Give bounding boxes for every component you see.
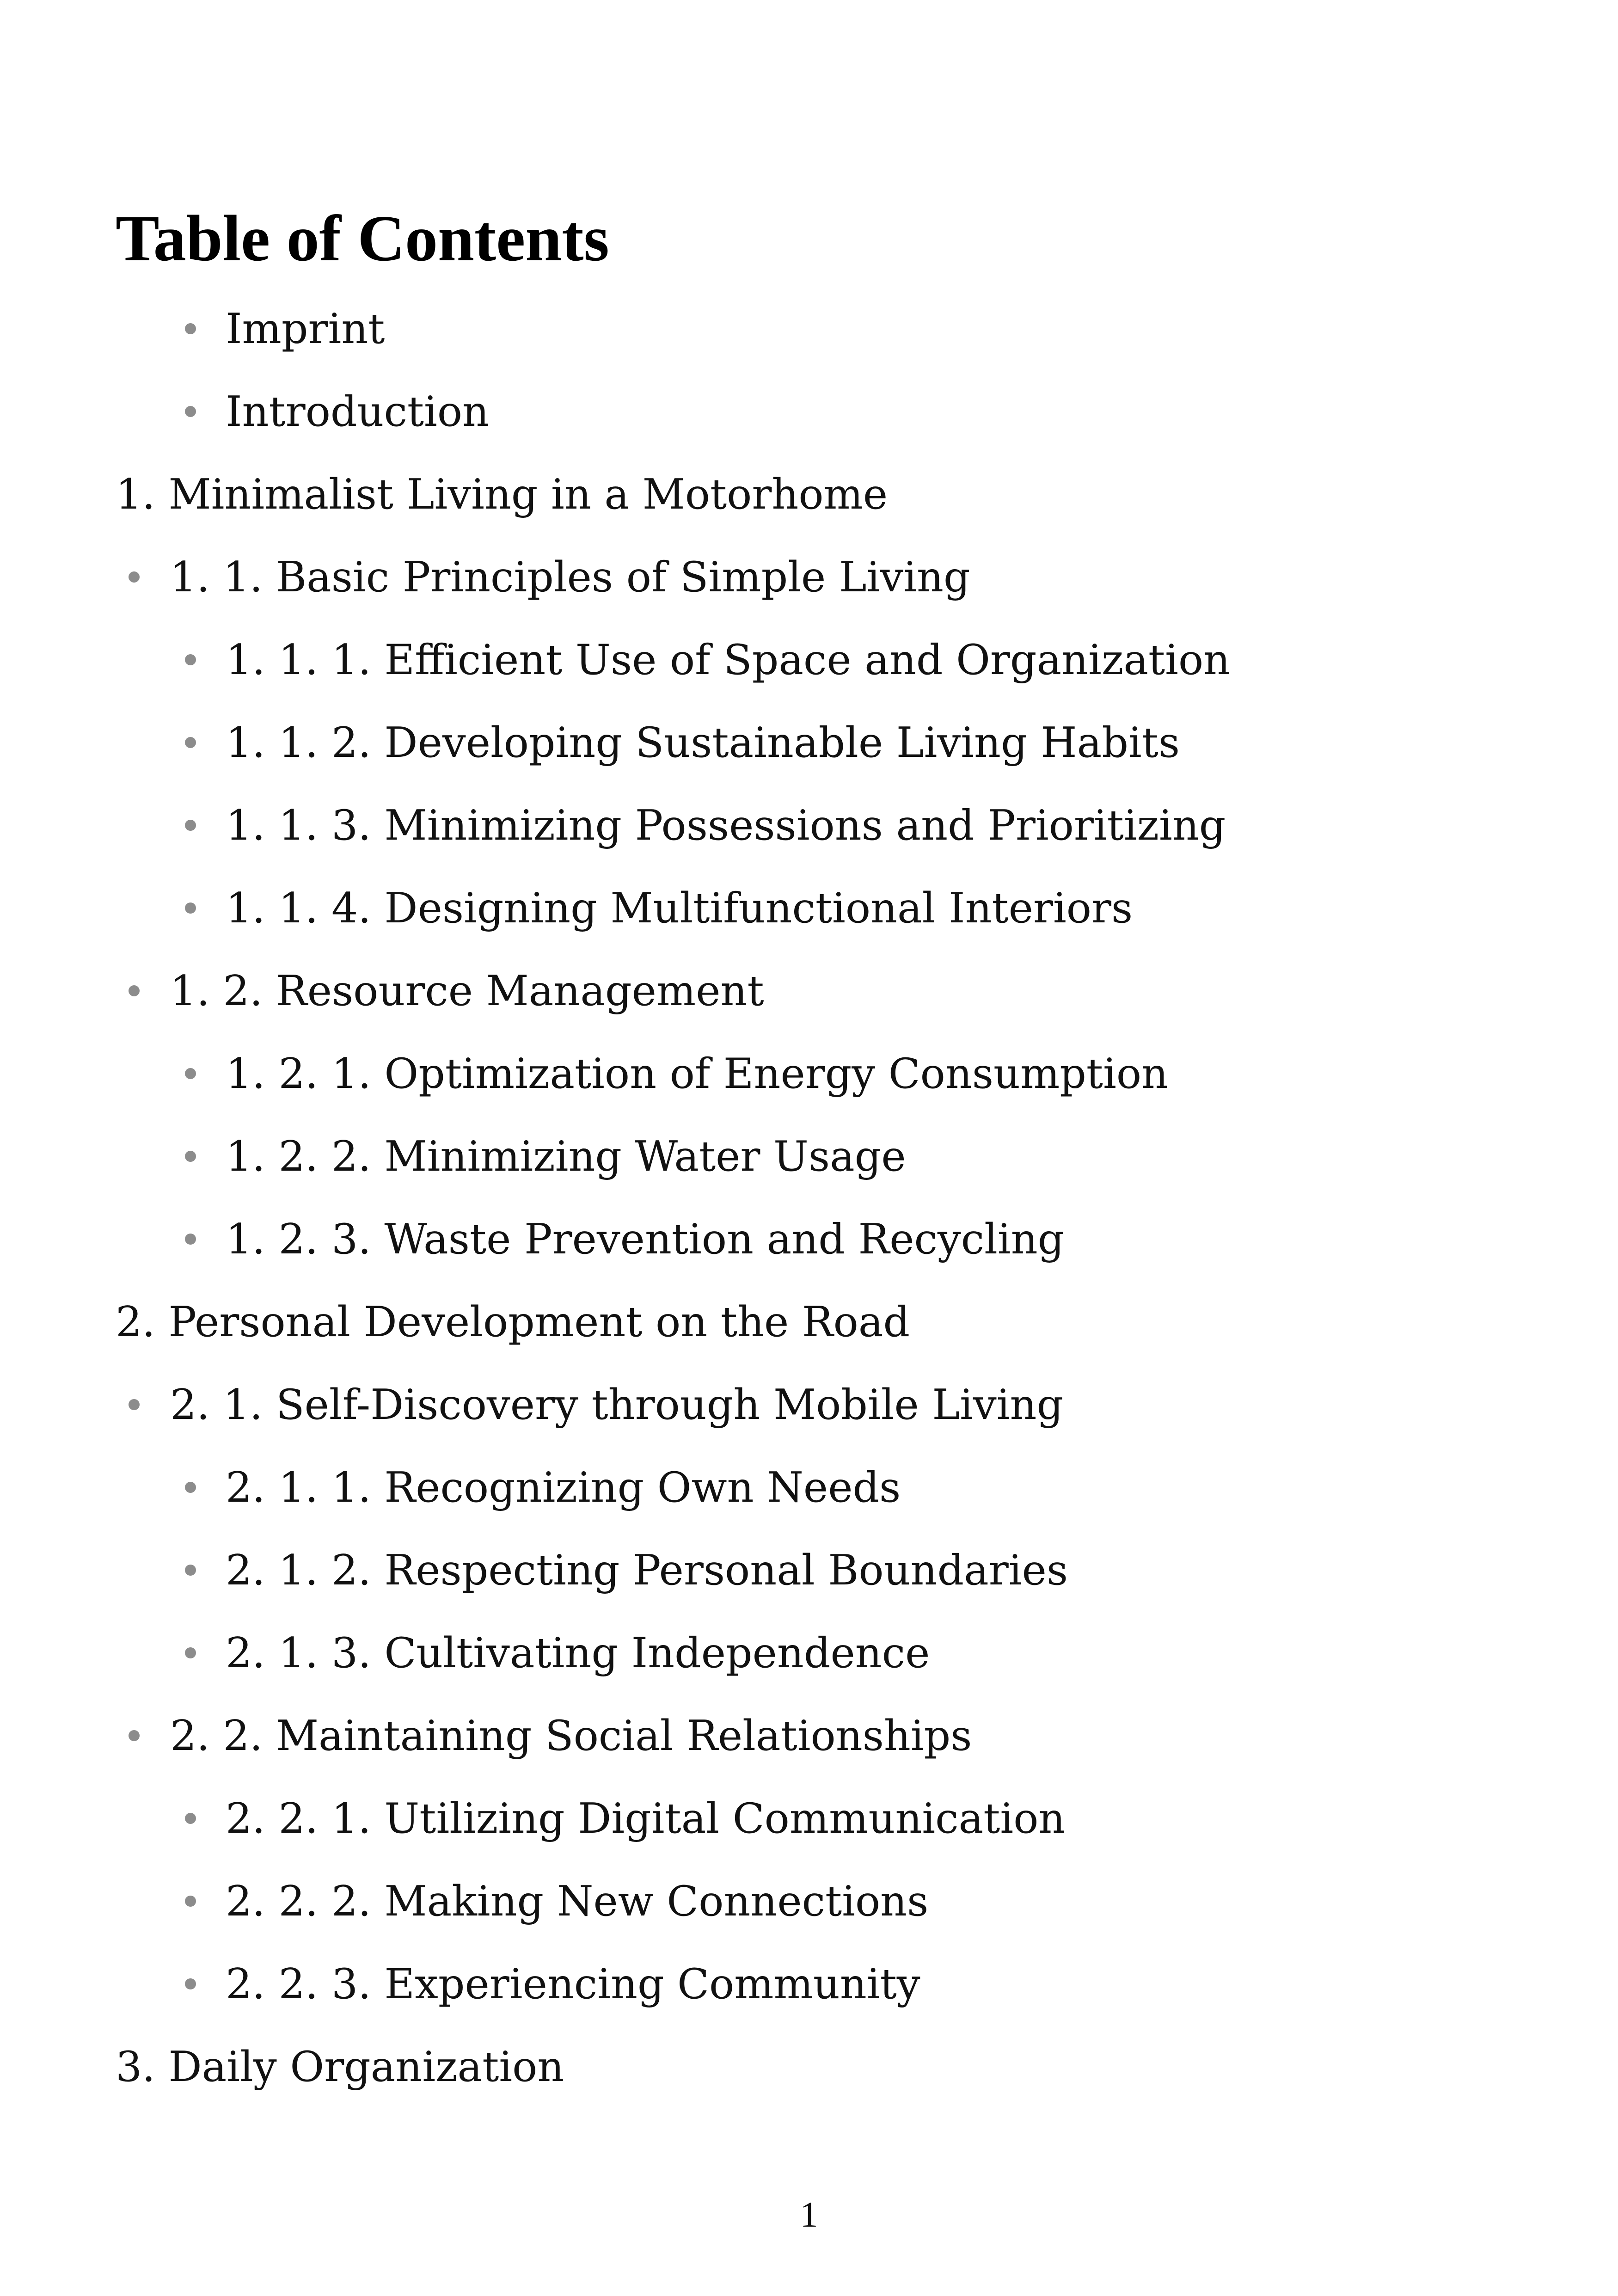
page-number: 1 — [800, 2194, 818, 2235]
bullet-icon — [185, 654, 196, 665]
toc-entry — [0, 1615, 1618, 1698]
toc-chapter-link[interactable]: 1. Minimalist Living in a Motorhome — [116, 470, 888, 519]
toc-entry — [0, 1284, 1618, 1367]
toc-entry — [0, 1450, 1618, 1533]
bullet-icon — [185, 1234, 196, 1245]
bullet-icon — [185, 1565, 196, 1576]
toc-section-link[interactable]: 1. 1. Basic Principles of Simple Living — [170, 553, 970, 602]
bullet-icon — [185, 820, 196, 831]
toc-subsection-link[interactable]: 1. 1. 1. Efficient Use of Space and Organization — [226, 636, 1231, 684]
toc-subsection-link[interactable]: 2. 2. 2. Making New Connections — [226, 1877, 929, 1926]
bullet-icon — [185, 1482, 196, 1493]
toc-subsection-link[interactable]: 1. 1. 3. Minimizing Possessions and Prioritizing — [226, 801, 1226, 850]
toc-entry — [0, 1036, 1618, 1119]
toc-subsection-link[interactable]: 2. 1. 2. Respecting Personal Boundaries — [226, 1546, 1068, 1595]
toc-section-link[interactable]: 2. 1. Self-Discovery through Mobile Living — [170, 1381, 1064, 1429]
toc-entry — [0, 871, 1618, 953]
bullet-icon — [185, 1978, 196, 1989]
toc-subsection-link[interactable]: Imprint — [226, 305, 385, 353]
toc-entry — [0, 1119, 1618, 1202]
toc-subsection-link[interactable]: 1. 1. 2. Developing Sustainable Living Habits — [226, 718, 1180, 767]
toc-entry — [0, 2029, 1618, 2112]
toc-subsection-link[interactable]: 1. 2. 2. Minimizing Water Usage — [226, 1132, 906, 1181]
bullet-icon — [129, 1730, 140, 1741]
toc-entry — [0, 1533, 1618, 1615]
toc-chapter-link[interactable]: 2. Personal Development on the Road — [116, 1298, 910, 1346]
bullet-icon — [185, 323, 196, 334]
toc-entry — [0, 953, 1618, 1036]
toc-entry — [0, 291, 1618, 374]
toc-chapter-link[interactable]: 3. Daily Organization — [116, 2043, 564, 2091]
toc-entry — [0, 1202, 1618, 1284]
bullet-icon — [129, 571, 140, 583]
toc-subsection-link[interactable]: 1. 1. 4. Designing Multifunctional Interiors — [226, 884, 1133, 933]
toc-entry — [0, 705, 1618, 788]
toc-subsection-link[interactable]: 2. 1. 3. Cultivating Independence — [226, 1629, 930, 1677]
toc-entry — [0, 1864, 1618, 1946]
bullet-icon — [129, 1399, 140, 1410]
toc-subsection-link[interactable]: 2. 2. 1. Utilizing Digital Communication — [226, 1794, 1066, 1843]
table-of-contents-list — [0, 291, 1618, 2112]
toc-entry — [0, 1781, 1618, 1864]
page-title: Table of Contents — [116, 202, 609, 275]
bullet-icon — [185, 737, 196, 748]
toc-section-link[interactable]: 1. 2. Resource Management — [170, 967, 764, 1015]
toc-subsection-link[interactable]: Introduction — [226, 387, 489, 436]
toc-subsection-link[interactable]: 1. 2. 3. Waste Prevention and Recycling — [226, 1215, 1065, 1264]
toc-entry — [0, 1698, 1618, 1781]
toc-subsection-link[interactable]: 2. 2. 3. Experiencing Community — [226, 1960, 920, 2008]
bullet-icon — [185, 1647, 196, 1658]
toc-section-link[interactable]: 2. 2. Maintaining Social Relationships — [170, 1712, 972, 1760]
bullet-icon — [185, 406, 196, 417]
bullet-icon — [185, 1151, 196, 1162]
toc-subsection-link[interactable]: 2. 1. 1. Recognizing Own Needs — [226, 1463, 901, 1512]
toc-subsection-link[interactable]: 1. 2. 1. Optimization of Energy Consumption — [226, 1050, 1169, 1098]
bullet-icon — [185, 1896, 196, 1907]
bullet-icon — [185, 1813, 196, 1824]
toc-entry — [0, 540, 1618, 622]
bullet-icon — [129, 985, 140, 996]
bullet-icon — [185, 902, 196, 914]
toc-entry — [0, 622, 1618, 705]
bullet-icon — [185, 1068, 196, 1079]
toc-entry — [0, 1367, 1618, 1450]
toc-entry — [0, 457, 1618, 540]
toc-entry — [0, 1946, 1618, 2029]
toc-entry — [0, 374, 1618, 457]
toc-entry — [0, 788, 1618, 871]
